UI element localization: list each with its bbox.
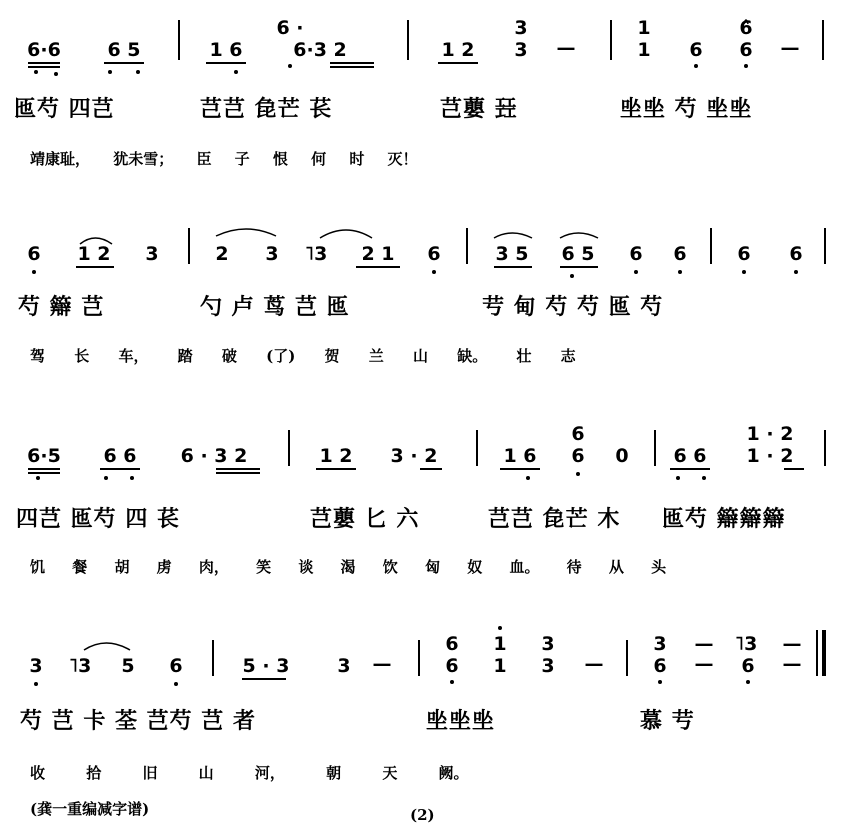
note: 6 xyxy=(27,243,41,265)
note: 1 · 2 xyxy=(746,445,794,467)
octave-dot xyxy=(450,680,454,684)
note: 1 6 xyxy=(503,445,537,467)
tablature: 芑蘡 匕 六 xyxy=(310,506,420,532)
note-upper: 1 xyxy=(637,17,651,39)
barline xyxy=(188,228,190,264)
barline xyxy=(476,430,478,466)
tablature: 芑芑 㲋芒 苌 xyxy=(200,96,333,122)
underline xyxy=(330,62,374,64)
tablature: 芑蘡 㠭 xyxy=(440,96,518,122)
note: 3 5 xyxy=(495,243,529,265)
octave-dot xyxy=(742,270,746,274)
note: 3 xyxy=(541,655,555,677)
lyrics-line: 收 拾 旧 山 河， 朝 天 阙。 xyxy=(30,764,469,782)
octave-dot xyxy=(702,476,706,480)
note: ˥3 xyxy=(304,243,328,265)
note: 3 xyxy=(29,655,43,677)
page-number: (2) xyxy=(410,806,435,824)
barline xyxy=(418,640,420,676)
note: 1 2 xyxy=(77,243,111,265)
lyrics-line: 靖康耻， 犹未雪； 臣 子 恨 何 时 灭！ xyxy=(30,150,418,168)
note-upper: 1 xyxy=(493,633,507,655)
barline xyxy=(816,630,818,676)
barline xyxy=(288,430,290,466)
octave-dot xyxy=(108,70,112,74)
note-upper: 6 · xyxy=(276,17,304,39)
note: 6 · 3 2 xyxy=(180,445,248,467)
note: 6 6 xyxy=(673,445,707,467)
note: 1 2 xyxy=(441,39,475,61)
underline xyxy=(100,468,140,470)
note: 2 xyxy=(215,243,229,265)
barline xyxy=(824,228,826,264)
note-upper: 3 xyxy=(514,17,528,39)
octave-dot xyxy=(130,476,134,480)
note-upper: 3 xyxy=(653,633,667,655)
octave-dot xyxy=(744,64,748,68)
note-upper: 3 xyxy=(541,633,555,655)
note: 6 xyxy=(653,655,667,677)
underline xyxy=(28,62,60,64)
note: 3 · 2 xyxy=(390,445,438,467)
underline xyxy=(28,66,60,68)
barline xyxy=(626,640,628,676)
note: 6 xyxy=(739,39,753,61)
octave-dot xyxy=(34,70,38,74)
note: 6 xyxy=(689,39,703,61)
note: 6 xyxy=(571,445,585,467)
underline xyxy=(316,468,356,470)
note: 6 5 xyxy=(561,243,595,265)
dash: — xyxy=(694,633,714,655)
dash: — xyxy=(556,37,576,59)
tablature: 勺 卢 茑 芑 匜 xyxy=(200,294,350,320)
dash: — xyxy=(782,653,802,675)
note: 6 xyxy=(169,655,183,677)
barline xyxy=(824,430,826,466)
note: 6 xyxy=(737,243,751,265)
octave-dot xyxy=(36,476,40,480)
note: 6·3 2 xyxy=(293,39,347,61)
note: 1 xyxy=(637,39,651,61)
tablature: 㘴㘴㘴 xyxy=(426,708,496,734)
note-upper: 1 · 2 xyxy=(746,423,794,445)
octave-dot xyxy=(288,64,292,68)
lyrics-line: 饥 餐 胡 虏 肉， 笑 谈 渴 饮 匈 奴 血。 待 从 头 xyxy=(30,558,667,576)
tablature: 㘴㘴 芍 㘴㘴 xyxy=(620,96,753,122)
note-upper: ˥3 xyxy=(734,633,758,655)
final-barline xyxy=(822,630,826,676)
note: 6 xyxy=(673,243,687,265)
note: 6 5 xyxy=(107,39,141,61)
barline xyxy=(466,228,468,264)
octave-dot xyxy=(694,64,698,68)
underline xyxy=(242,678,286,680)
note: 3 xyxy=(265,243,279,265)
tablature: 䒓 甸 芍 芍 匜 芍 xyxy=(482,294,664,320)
dash: — xyxy=(782,633,802,655)
barline xyxy=(407,20,409,60)
underline xyxy=(28,468,60,470)
note: 6 xyxy=(427,243,441,265)
underline xyxy=(420,468,442,470)
dash: — xyxy=(372,653,392,675)
credit-caption: (龚一重编减字谱) xyxy=(30,800,150,818)
octave-dot xyxy=(104,476,108,480)
underline xyxy=(104,62,144,64)
dash: — xyxy=(780,37,800,59)
note: 6 xyxy=(741,655,755,677)
octave-dot xyxy=(676,476,680,480)
note: 3 xyxy=(514,39,528,61)
tablature: 慕 䒓 xyxy=(640,708,695,734)
octave-dot xyxy=(54,72,58,76)
note: 1 6 xyxy=(209,39,243,61)
barline xyxy=(710,228,712,264)
octave-dot xyxy=(498,626,502,630)
note: 1 2 xyxy=(319,445,353,467)
underline xyxy=(216,468,260,470)
dash: — xyxy=(584,653,604,675)
note: ˥3 xyxy=(68,655,92,677)
dash: — xyxy=(694,653,714,675)
barline xyxy=(212,640,214,676)
note: 6·5 xyxy=(27,445,61,467)
octave-dot xyxy=(174,682,178,686)
barline xyxy=(654,430,656,466)
underline xyxy=(494,266,532,268)
octave-dot xyxy=(570,274,574,278)
note: 6·6 xyxy=(27,39,61,61)
barline xyxy=(610,20,612,60)
octave-dot xyxy=(526,476,530,480)
note: 5 xyxy=(121,655,135,677)
octave-dot xyxy=(34,682,38,686)
barline xyxy=(178,20,180,60)
note: 0 xyxy=(615,445,629,467)
note: 6 xyxy=(629,243,643,265)
octave-dot xyxy=(794,270,798,274)
note: 1 xyxy=(493,655,507,677)
octave-dot xyxy=(678,270,682,274)
tablature: 四芑 匜芍 四 苌 xyxy=(16,506,180,532)
underline xyxy=(330,66,374,68)
underline xyxy=(670,468,710,470)
octave-dot xyxy=(432,270,436,274)
underline xyxy=(356,266,400,268)
octave-dot xyxy=(234,70,238,74)
octave-dot xyxy=(746,680,750,684)
lyrics-line: 驾 长 车， 踏 破 (了) 贺 兰 山 缺。 壮 志 xyxy=(30,347,576,365)
note: 5 · 3 xyxy=(242,655,290,677)
tablature: 芍 芑 卡 荃 芑芍 芑 者 xyxy=(20,708,256,734)
note: 6 xyxy=(789,243,803,265)
tablature: 匜芍 四芑 xyxy=(14,96,115,122)
note: 3 xyxy=(145,243,159,265)
note: 3 xyxy=(337,655,351,677)
tablature: 芑芑 㲋芒 木 xyxy=(488,506,621,532)
underline xyxy=(206,62,246,64)
underline xyxy=(784,468,804,470)
underline xyxy=(28,472,60,474)
note-upper: 6 xyxy=(739,17,753,39)
note-upper: 6 xyxy=(445,633,459,655)
tablature: 匜芍 䉸䉸䉸 xyxy=(662,506,786,532)
note-upper: 6 xyxy=(571,423,585,445)
octave-dot xyxy=(32,270,36,274)
underline xyxy=(500,468,540,470)
octave-dot xyxy=(634,270,638,274)
note: 6 xyxy=(445,655,459,677)
underline xyxy=(438,62,478,64)
octave-dot xyxy=(658,680,662,684)
note: 2 1 xyxy=(361,243,395,265)
barline xyxy=(822,20,824,60)
underline xyxy=(560,266,598,268)
octave-dot xyxy=(136,70,140,74)
underline xyxy=(76,266,114,268)
octave-dot xyxy=(576,472,580,476)
note: 6 6 xyxy=(103,445,137,467)
underline xyxy=(216,472,260,474)
tablature: 芍 䉸 芑 xyxy=(18,294,105,320)
